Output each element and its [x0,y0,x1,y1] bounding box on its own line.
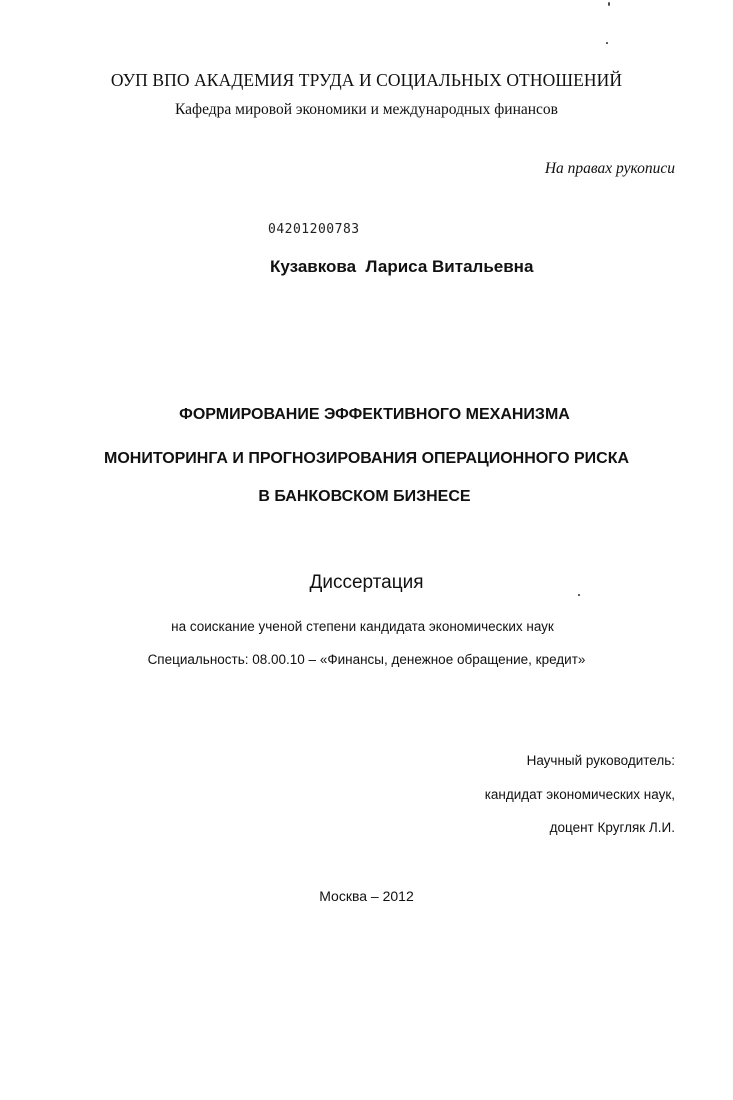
manuscript-note: На правах рукописи [544,160,675,177]
advisor-degree: кандидат экономических наук, [484,787,675,802]
organization-name: ОУП ВПО АКАДЕМИЯ ТРУДА И СОЦИАЛЬНЫХ ОТНОШЕНИЙ [110,70,623,90]
registration-code: 04201200783 [268,222,360,237]
city-year: Москва – 2012 [319,888,414,904]
scan-artifact [608,2,610,6]
title-line-2: МОНИТОРИНГА И ПРОГНОЗИРОВАНИЯ ОПЕРАЦИОННОГО РИСКА [103,450,630,467]
title-line-3: В БАНКОВСКОМ БИЗНЕСЕ [258,488,471,505]
scan-artifact [606,42,608,44]
document-type: Диссертация [309,572,424,593]
scan-artifact [578,594,580,596]
author-name: Кузавкова Лариса Витальевна [270,257,534,276]
advisor-name: доцент Кругляк Л.И. [549,820,675,835]
department-name: Кафедра мировой экономики и международных финансов [175,101,558,118]
specialty-line: Специальность: 08.00.10 – «Финансы, денежное обращение, кредит» [147,652,586,667]
title-line-1: ФОРМИРОВАНИЕ ЭФФЕКТИВНОГО МЕХАНИЗМА [179,406,570,423]
advisor-label: Научный руководитель: [526,753,675,768]
degree-line: на соискание ученой степени кандидата экономических наук [171,619,554,634]
